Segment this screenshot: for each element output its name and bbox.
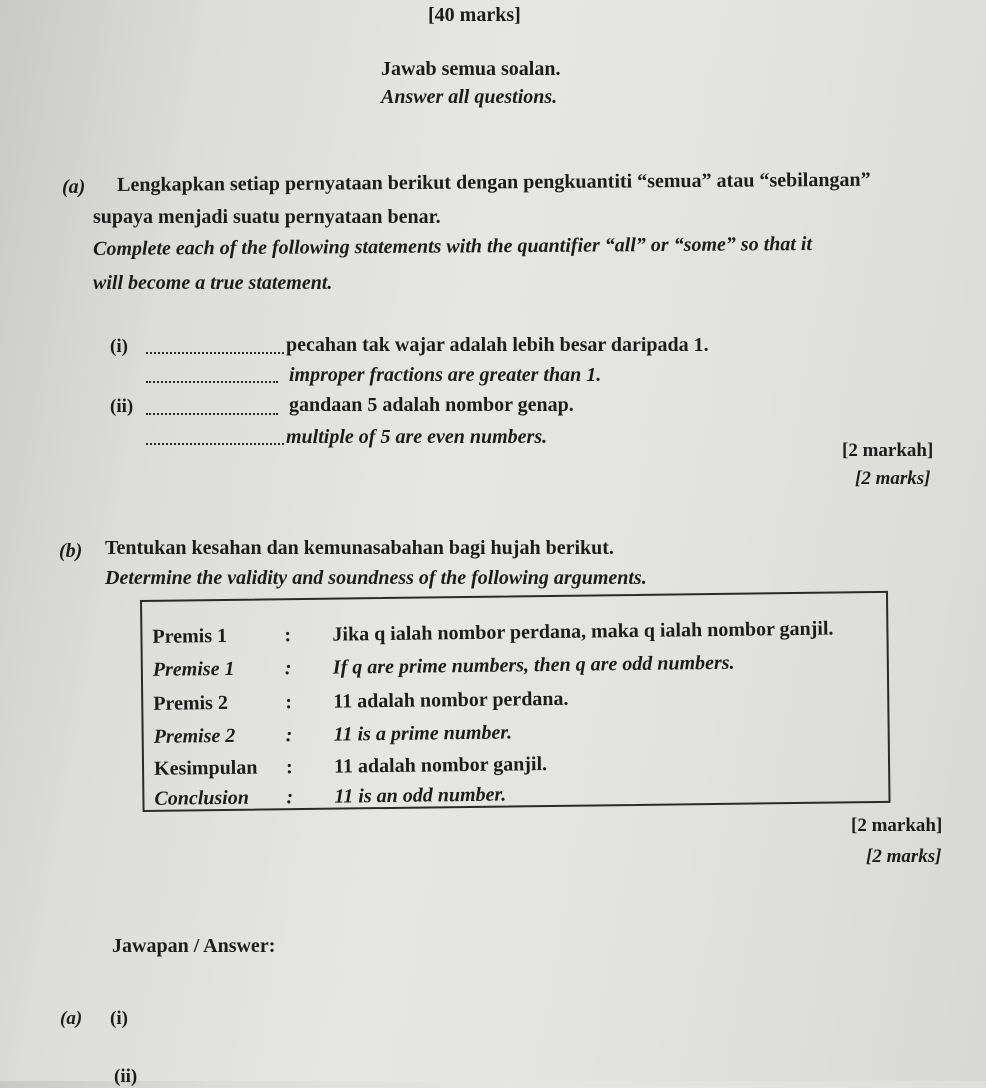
argument-text: 11 adalah nombor perdana.: [333, 687, 569, 713]
argument-label: Premis 2: [153, 691, 229, 715]
argument-label: Premise 2: [153, 724, 236, 748]
instruction-en: Answer all questions.: [381, 86, 558, 108]
item-i-text-ms: pecahan tak wajar adalah lebih besar daripada 1.: [286, 334, 709, 356]
item-i-label: (i): [110, 336, 128, 357]
argument-colon: :: [285, 691, 293, 714]
part-b-marks-en: [2 marks]: [866, 846, 942, 867]
argument-colon: :: [286, 786, 294, 809]
argument-colon: :: [285, 724, 293, 747]
argument-box: [140, 591, 891, 812]
argument-text: If q are prime numbers, then q are odd numbers.: [332, 651, 735, 679]
answer-item-i-label: (i): [110, 1008, 128, 1029]
answer-part-a-label: (a): [60, 1008, 83, 1029]
part-a-question-en-line2: will become a true statement.: [93, 272, 333, 294]
answer-item-ii-label: (ii): [114, 1066, 138, 1087]
argument-colon: :: [285, 756, 293, 779]
item-i-blank-ms: [146, 352, 284, 354]
argument-text: 11 is a prime number.: [333, 721, 513, 746]
argument-colon: :: [284, 657, 292, 680]
item-ii-text-en: multiple of 5 are even numbers.: [286, 426, 548, 448]
part-b-label: (b): [59, 540, 83, 562]
item-i-blank-en: [146, 381, 278, 383]
argument-text: 11 is an odd number.: [334, 783, 507, 808]
argument-label: Premis 1: [152, 624, 228, 648]
item-ii-blank-ms: [146, 413, 278, 415]
part-b-question-en: Determine the validity and soundness of the following arguments.: [105, 567, 647, 589]
part-a-question-en-line1: Complete each of the following statements with the quantifier “all” or “some” so that it: [93, 232, 813, 260]
item-ii-text-ms: gandaan 5 adalah nombor genap.: [289, 394, 574, 416]
part-a-marks-ms: [2 markah]: [842, 440, 934, 461]
part-a-question-ms-line2: supaya menjadi suatu pernyataan benar.: [93, 206, 441, 228]
answer-heading: Jawapan / Answer:: [112, 935, 276, 957]
argument-text: 11 adalah nombor ganjil.: [333, 753, 548, 778]
item-i-text-en: improper fractions are greater than 1.: [289, 364, 602, 386]
part-b-marks-ms: [2 markah]: [851, 815, 943, 836]
item-ii-blank-en: [146, 443, 284, 445]
part-a-label: (a): [62, 176, 86, 198]
argument-label: Conclusion: [154, 786, 250, 810]
argument-label: Kesimpulan: [153, 756, 258, 780]
item-ii-label: (ii): [110, 396, 134, 417]
part-a-question-ms-line1: Lengkapkan setiap pernyataan berikut dengan pengkuantiti “semua” atau “sebilangan”: [117, 168, 871, 196]
argument-label: Premise 1: [152, 657, 235, 681]
part-a-marks-en: [2 marks]: [855, 468, 931, 489]
part-b-question-ms: Tentukan kesahan dan kemunasabahan bagi hujah berikut.: [105, 537, 614, 559]
argument-text: Jika q ialah nombor perdana, maka q ialah nombor ganjil.: [332, 617, 834, 646]
instruction-ms: Jawab semua soalan.: [381, 58, 561, 80]
argument-colon: :: [284, 624, 292, 647]
total-marks: [40 marks]: [428, 4, 521, 26]
